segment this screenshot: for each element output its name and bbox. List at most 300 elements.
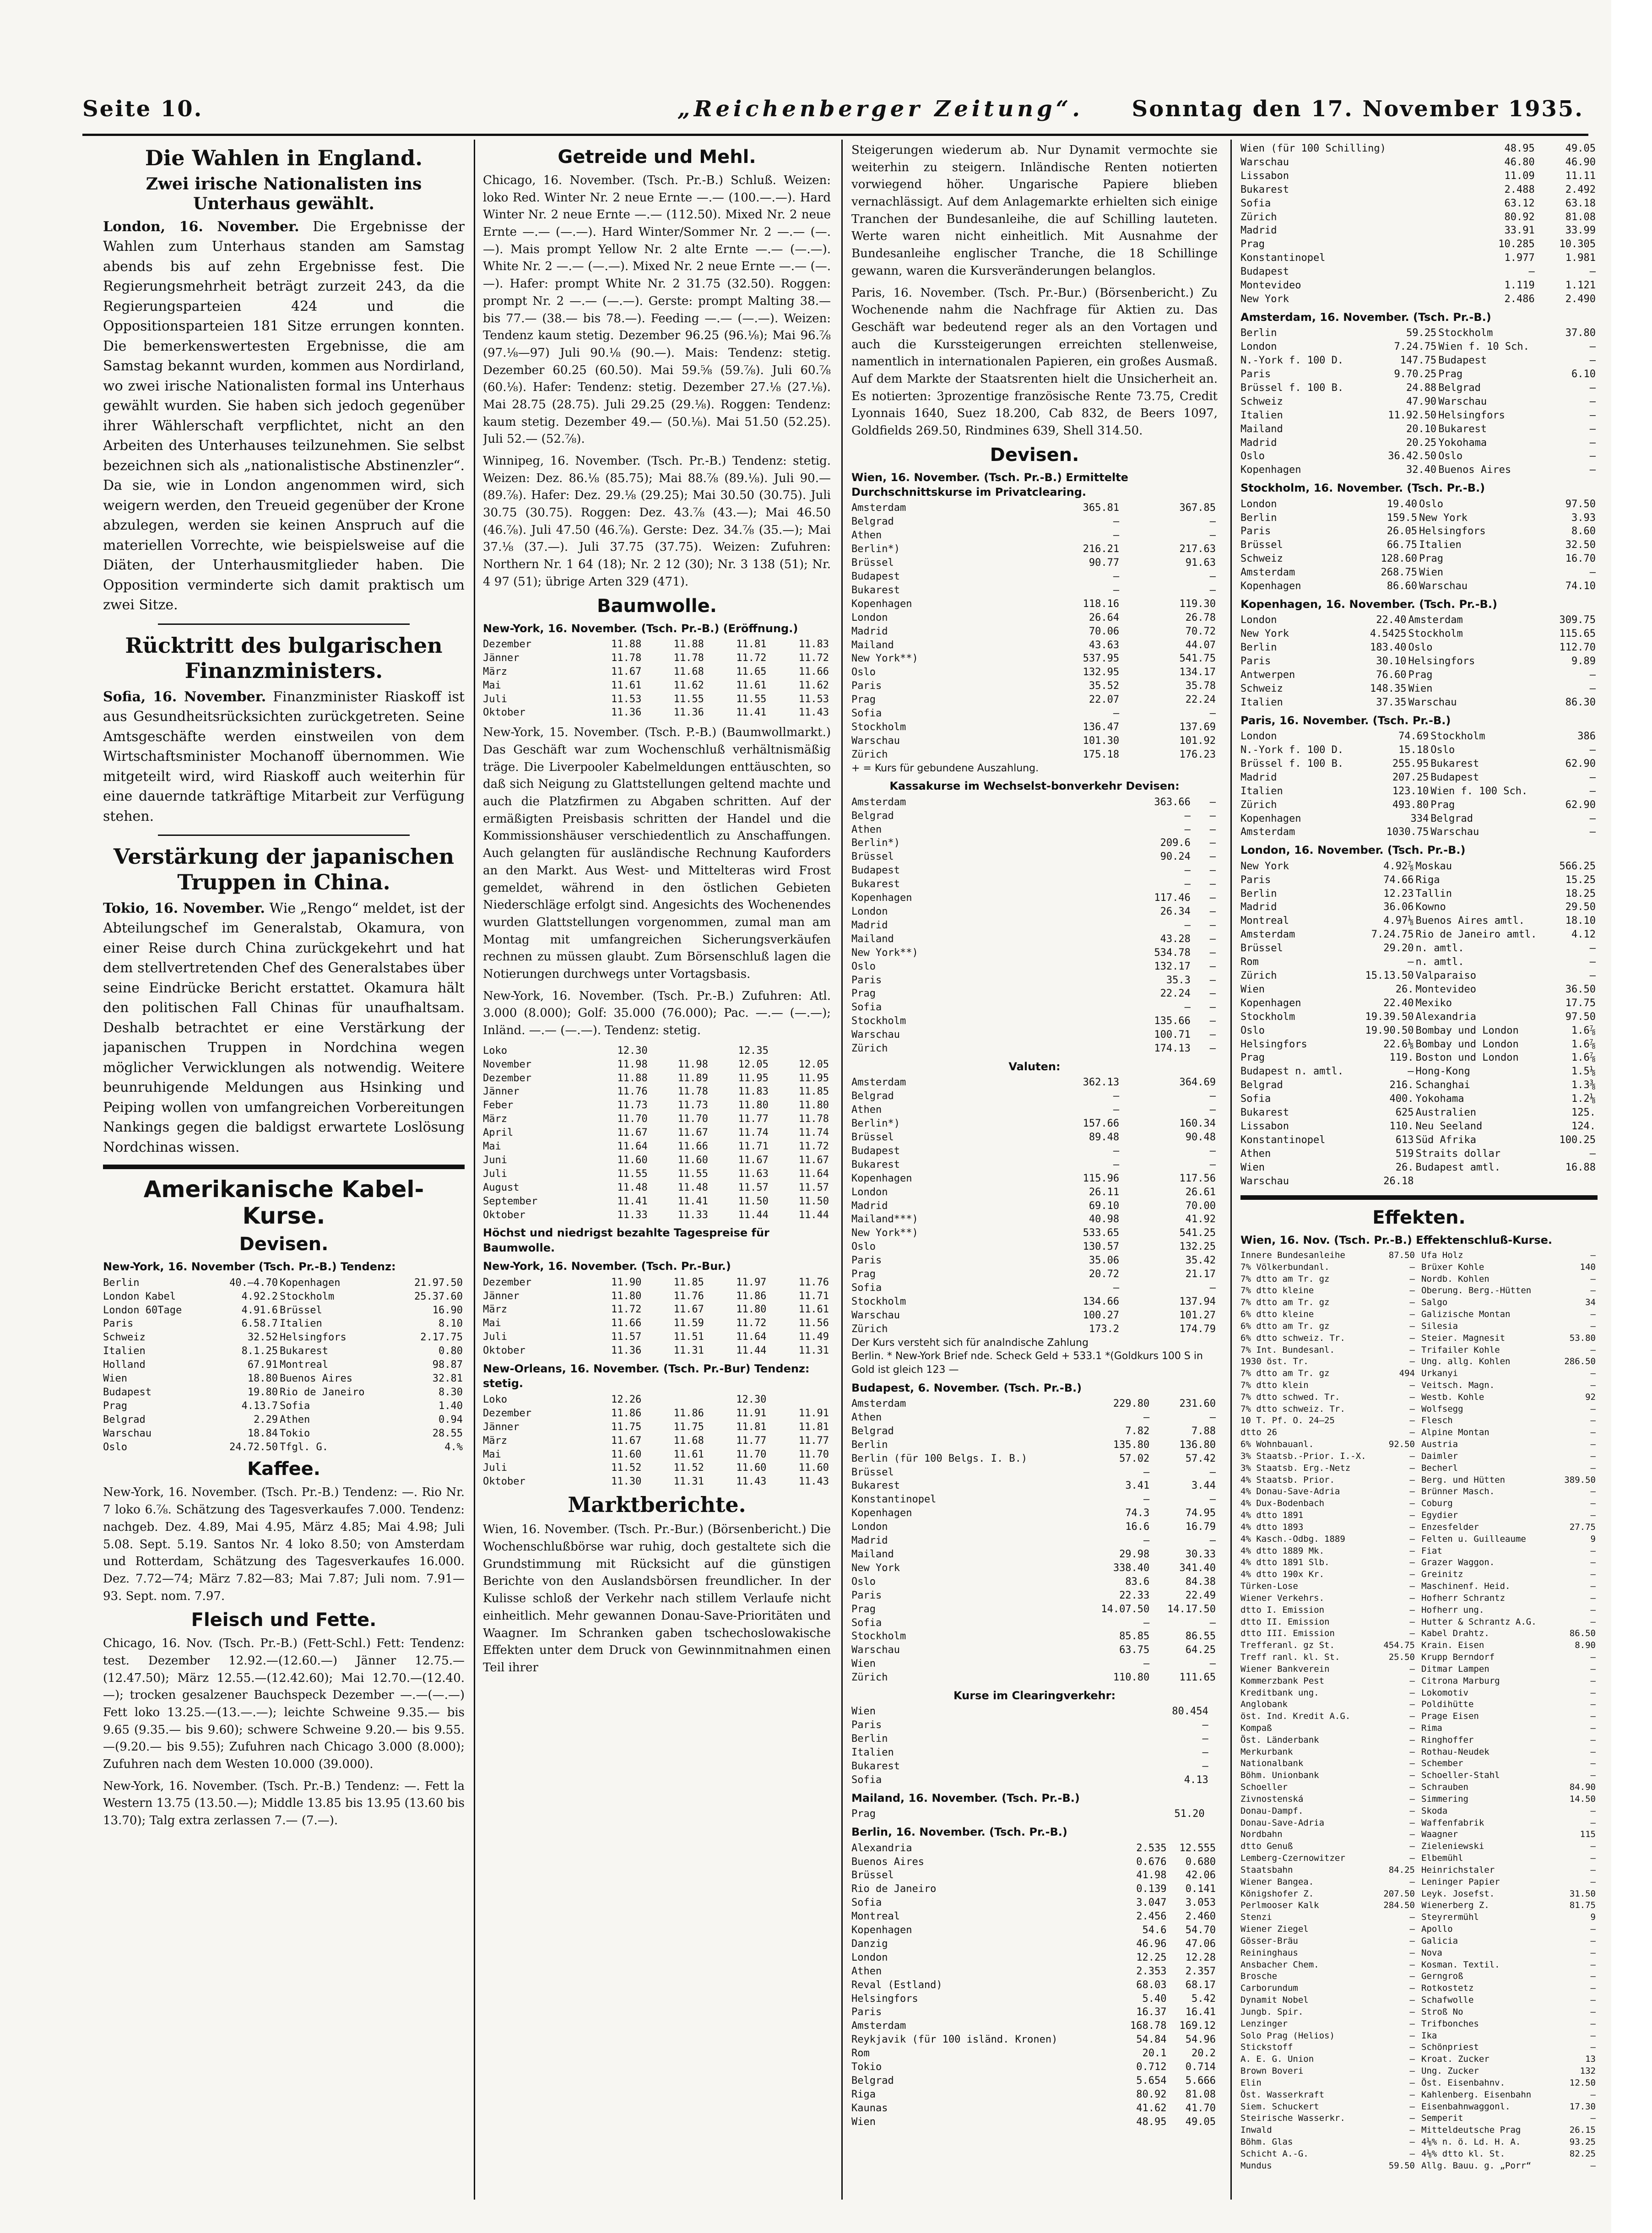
report-text: Winnipeg, 16. November. (Tsch. Pr.-B.) Tendenz: stetig. Weizen: Dez. 86.⅛ (85.75); Mai 88.⅞ (89.⅛). Juli 90.— (89.⅞). Hafer: Dez. 29.⅛ (29.25); Mai 30.50 (30.75). Juli 30.75 (30.75). Roggen: Dez. 43.⅞ (43.—); Mai 46.50 (46.⅞). Juli 47.50 (46.⅞). Gerste: Dez. 34.⅞ (35.—); Mai 37.⅛ (37.—). Juli 37.75 (37.75). Weizen: Zufuhren: Northern Nr. 1 64 (18); Nr. 2 12 (30); Nr. 3 138 (51); Nr. 4 97 (51); übrige Arten 329 (471). xyxy=(483,454,831,589)
table-cell: — xyxy=(1209,1535,1216,1547)
table-row xyxy=(851,1992,1218,2006)
table-cell: 62.90 xyxy=(1565,758,1596,770)
clearing-table xyxy=(851,1705,1218,1787)
table-cell: 11.80 xyxy=(736,1304,767,1316)
table-cell: 29.50 xyxy=(1565,901,1596,913)
table-cell: — xyxy=(1409,1995,1415,2005)
table-cell: Konstantinopel xyxy=(1240,1134,1326,1146)
table-cell: Trefferanl. gz St. xyxy=(1240,1640,1335,1651)
table-row xyxy=(851,625,1218,639)
table-cell: 11.53 xyxy=(611,693,642,705)
table-cell: Gösser-Bräu xyxy=(1240,1935,1298,1946)
table-cell: 12.05 xyxy=(798,1058,829,1070)
table-cell: 11.55 xyxy=(673,693,704,705)
table-cell: Amsterdam xyxy=(851,502,906,514)
table-cell: — xyxy=(1409,2101,1415,2112)
table-cell: 40.—4.70 xyxy=(229,1277,278,1289)
table-row xyxy=(851,1978,1218,1992)
table-row xyxy=(1240,1640,1417,1652)
table-row xyxy=(851,1213,1218,1226)
table-row xyxy=(1421,1557,1598,1569)
table-row xyxy=(1240,1758,1417,1770)
table-cell: 110.80 xyxy=(1113,1672,1150,1684)
table-row xyxy=(851,1042,1218,1056)
table-cell: Waagner xyxy=(1421,1829,1458,1840)
table-cell: 18.25 xyxy=(1565,888,1596,900)
table-cell: Bombay und London xyxy=(1415,1024,1519,1036)
table-cell: 11.68 xyxy=(673,1435,704,1447)
table-cell: 11.44 xyxy=(738,1209,769,1221)
table-cell: 117.56 xyxy=(1179,1172,1216,1184)
table-cell: — xyxy=(1409,1912,1415,1923)
table-cell: Warschau xyxy=(1240,156,1289,168)
table-cell: 115.65 xyxy=(1559,628,1596,640)
table-cell: 11.43 xyxy=(798,707,829,719)
table-cell: 209.6 xyxy=(1160,837,1191,849)
table-row xyxy=(483,1420,831,1434)
table-cell: Madrid xyxy=(851,1200,888,1212)
table-cell: Perlmooser Kalk xyxy=(1240,1900,1319,1911)
table-cell: 12.35 xyxy=(738,1045,769,1057)
table-cell: Schafwolle xyxy=(1421,1995,1474,2005)
table-cell: New York**) xyxy=(851,653,918,665)
table-cell: — xyxy=(1409,2042,1415,2053)
table-cell: 11.67 xyxy=(677,1127,708,1139)
table-cell: Mai xyxy=(483,1141,501,1153)
table-cell: Krupp Berndorf xyxy=(1421,1652,1495,1663)
section-title: Devisen. xyxy=(990,444,1079,466)
table-cell: Kommerzbank Pest xyxy=(1240,1675,1325,1686)
table-cell: — xyxy=(1209,960,1216,972)
table-row xyxy=(1240,1593,1417,1604)
header-rule xyxy=(82,134,1588,136)
table-cell: 35.78 xyxy=(1185,680,1216,692)
effekten-table xyxy=(1421,1250,1598,2172)
table-cell: — xyxy=(1202,1719,1208,1731)
table-row xyxy=(1421,1463,1598,1474)
table-cell: Prag xyxy=(103,1400,127,1412)
table-cell: Wiener Verkehrs. xyxy=(1240,1593,1325,1603)
table-cell: 11.88 xyxy=(611,638,642,650)
table-cell: Amsterdam xyxy=(1240,929,1295,941)
table-cell: 69.10 xyxy=(1089,1200,1120,1212)
table-cell: 132.95 xyxy=(1083,667,1120,678)
table-cell: 11.75 xyxy=(673,1421,704,1433)
table-cell: Konstantinopel xyxy=(1240,252,1326,264)
table-cell: 5.40 xyxy=(1142,1993,1167,2005)
table-row xyxy=(103,1290,465,1304)
table-cell: 4.91.6 xyxy=(241,1304,278,1316)
article-text: Wie „Rengo“ meldet, ist der Abteilungschef im Generalstab, Okamura, von einer Reise durch China zurückgekehrt und hat dem stellvertretenden Chef des Generalstabes über seine Eindrücke Bericht erstattet. Okamura hält den politischen Fall Chinas für unaufhaltsam. Deshalb betrachtet er eine Verstärkung der japanischen Truppen in Nordchina wegen möglicher Verwicklungen als notwendig. Weitere beunruhigende Meldungen aus Hsinking und Peiping wollen von umfangreichen Vorbereitungen Nankings gegen die baldigst erwartete Loslösung Nordchinas wissen. xyxy=(103,900,465,1155)
table-row xyxy=(1240,1133,1598,1147)
table-cell: Schönpriest xyxy=(1421,2042,1479,2053)
table-row xyxy=(1240,1628,1417,1640)
table-cell: 11.98 xyxy=(677,1058,708,1070)
table-cell: 82.25 xyxy=(1569,2148,1596,2159)
table-cell: — xyxy=(1209,1159,1216,1171)
table-cell: Madrid xyxy=(851,625,888,637)
table-row xyxy=(1240,812,1598,826)
table-cell: Madrid xyxy=(1240,225,1277,237)
table-cell: 70.72 xyxy=(1185,625,1216,637)
table-cell: 11.86 xyxy=(611,1407,642,1419)
table-cell: Oslo xyxy=(1240,450,1265,462)
table-cell: — xyxy=(1409,1297,1415,1308)
table-cell: Paris xyxy=(1240,656,1271,667)
table-cell: — xyxy=(1409,2077,1415,2088)
table-cell: 159.5 xyxy=(1387,512,1417,524)
table-row xyxy=(1240,1782,1417,1794)
table-cell: 255.95 xyxy=(1392,758,1429,770)
table-cell: — xyxy=(1589,396,1596,407)
table-cell: — xyxy=(1409,1853,1415,1864)
table-cell: 1.6⅞ xyxy=(1571,1052,1596,1064)
table-cell: London xyxy=(851,612,888,623)
table-cell: 11.11 xyxy=(1565,170,1596,182)
table-row xyxy=(1240,2160,1417,2172)
table-row xyxy=(1421,1746,1598,1758)
table-cell: 11.67 xyxy=(673,1304,704,1316)
table-cell: 81.08 xyxy=(1565,211,1596,223)
table-cell: Stockholm xyxy=(280,1290,335,1302)
table-cell: 86.55 xyxy=(1185,1631,1216,1642)
table-row xyxy=(1240,538,1598,552)
table-row xyxy=(851,1965,1218,1978)
table-row xyxy=(1421,1782,1598,1794)
table-cell: — xyxy=(1409,1474,1415,1485)
table-cell: 338.40 xyxy=(1113,1562,1150,1574)
table-row xyxy=(1240,1971,1417,1983)
table-cell: 11.62 xyxy=(673,679,704,691)
table-row xyxy=(1240,955,1598,969)
article-subtitle: Zwei irische Nationalisten ins Unterhaus gewählt. xyxy=(146,174,422,214)
table-cell: — xyxy=(1590,1699,1596,1710)
table-row xyxy=(1421,1498,1598,1510)
table-cell: — xyxy=(1209,796,1216,808)
table-cell: Warschau xyxy=(1419,580,1468,592)
table-cell: 1.121 xyxy=(1565,280,1596,292)
table-cell: 4.% xyxy=(444,1441,463,1453)
table-cell: — xyxy=(1209,708,1216,720)
table-cell: — xyxy=(1209,1411,1216,1423)
table-cell: — xyxy=(1589,970,1596,981)
table-cell: 6% dtto am Tr. gz xyxy=(1240,1321,1330,1331)
table-row xyxy=(1421,1734,1598,1746)
table-cell: — xyxy=(1590,1924,1596,1935)
table-row xyxy=(1240,887,1598,901)
table-cell: 83.6 xyxy=(1125,1576,1150,1588)
table-cell: Schoeller-Stahl xyxy=(1421,1770,1500,1781)
table-cell: Riga xyxy=(1415,874,1440,886)
table-row xyxy=(1240,1010,1598,1024)
table-cell: Australien xyxy=(1415,1107,1476,1119)
table-cell: 7.82 xyxy=(1125,1425,1150,1437)
table-row xyxy=(851,974,1218,987)
table-cell: — xyxy=(1528,266,1535,278)
table-cell: — xyxy=(1209,933,1216,945)
table-cell: — xyxy=(1589,266,1596,278)
table-cell: Paris xyxy=(1240,874,1271,886)
table-cell: 32.50 xyxy=(1565,539,1596,551)
table-cell: Treff ranl. kl. St. xyxy=(1240,1652,1340,1663)
table-cell: — xyxy=(1113,1090,1120,1102)
table-row xyxy=(483,1154,831,1167)
table-cell: — xyxy=(1409,2006,1415,2017)
table-cell: Tallin xyxy=(1415,888,1452,900)
section-title: Kaffee. xyxy=(247,1458,320,1480)
table-row xyxy=(1240,580,1598,593)
table-row xyxy=(483,665,831,679)
table-cell: 22.33 xyxy=(1119,1589,1150,1601)
table-row xyxy=(1240,2125,1417,2136)
table-row xyxy=(851,1520,1218,1534)
table-cell: Silesia xyxy=(1421,1321,1458,1331)
table-cell xyxy=(1210,1773,1218,1787)
table-cell: — xyxy=(1589,956,1596,968)
table-cell: 5.654 xyxy=(1136,2075,1167,2087)
table-cell: Kopenhagen xyxy=(1240,464,1301,476)
table-cell: 364.69 xyxy=(1179,1077,1216,1089)
table-cell: 11.61 xyxy=(673,1448,704,1460)
table-cell: 11.36 xyxy=(673,707,704,719)
table-cell: 64.25 xyxy=(1185,1644,1216,1656)
table-row xyxy=(1240,224,1598,238)
table-row xyxy=(1240,1687,1417,1699)
table-cell: — xyxy=(1409,1746,1415,1757)
table-cell: — xyxy=(1590,1959,1596,1970)
table-row xyxy=(483,693,831,706)
table-row xyxy=(851,1411,1218,1425)
table-cell: Berlin xyxy=(103,1277,140,1289)
table-row xyxy=(851,1001,1218,1014)
table-cell: Helsingfors xyxy=(1408,656,1475,667)
table-cell: 41.98 xyxy=(1136,1870,1167,1881)
table-cell: Wien xyxy=(851,2116,876,2128)
table-cell: 4.5425 xyxy=(1370,628,1407,640)
table-cell: — xyxy=(1590,1593,1596,1603)
table-cell xyxy=(1210,1746,1218,1760)
table-cell: 86.60 xyxy=(1387,580,1417,592)
table-row xyxy=(851,891,1218,905)
table-row xyxy=(1240,1864,1417,1876)
table-cell: 11.80 xyxy=(798,1100,829,1111)
table-row xyxy=(1240,1498,1417,1510)
table-cell: 12.25 xyxy=(1136,1951,1167,1963)
table-row xyxy=(1240,969,1598,983)
table-cell: 40.98 xyxy=(1089,1214,1120,1225)
table-cell: 13 xyxy=(1585,2054,1596,2065)
table-cell: — xyxy=(1184,1002,1191,1014)
table-cell: 19.80 xyxy=(247,1386,278,1398)
table-cell: — xyxy=(1590,2113,1596,2124)
table-row xyxy=(851,1643,1218,1657)
table-cell: 389.50 xyxy=(1564,1474,1596,1485)
table-cell: — xyxy=(1209,1145,1216,1157)
table-cell: — xyxy=(1590,1309,1596,1320)
table-cell: Bukarest xyxy=(1430,758,1479,770)
table-row xyxy=(1421,1805,1598,1817)
column-4 xyxy=(1240,142,1598,2202)
table-cell: Allg. Bauu. g. „Porr“ xyxy=(1421,2160,1532,2171)
table-row xyxy=(1240,785,1598,798)
table-cell: — xyxy=(1409,1664,1415,1674)
table-row xyxy=(483,1112,831,1126)
table-cell: — xyxy=(1409,1959,1415,1970)
table-heading: Wien, 16. Nov. (Tsch. Pr.-B.) Effektenschluß-Kurse. xyxy=(1240,1234,1552,1247)
table-cell: 101.30 xyxy=(1083,735,1120,747)
table-cell: August xyxy=(483,1182,520,1193)
table-cell: Daimler xyxy=(1421,1451,1458,1461)
table-cell: Mai xyxy=(483,679,501,691)
table-cell: New York xyxy=(1240,860,1289,872)
table-heading: New-York, 16. November. (Tsch. Pr.-Bur.) xyxy=(483,1260,731,1273)
table-cell: 74.69 xyxy=(1398,731,1429,743)
table-cell: 207.50 xyxy=(1383,1888,1415,1899)
table-cell: — xyxy=(1408,1066,1414,1078)
table-cell: 36.42.50 xyxy=(1388,450,1437,462)
table-cell: 24.72.50 xyxy=(229,1441,278,1453)
table-cell: — xyxy=(1113,530,1120,542)
table-cell: Kopenhagen xyxy=(1240,580,1301,592)
table-cell: 32.52 xyxy=(247,1332,278,1344)
table-row xyxy=(851,1103,1218,1117)
table-cell: Kowno xyxy=(1415,901,1446,913)
table-row xyxy=(1421,1486,1598,1498)
table-cell: — xyxy=(1409,1498,1415,1509)
table-heading: Berlin, 16. November. (Tsch. Pr.-B.) xyxy=(851,1826,1067,1839)
table-cell: 68.17 xyxy=(1185,1979,1216,1991)
table-cell: — xyxy=(1143,1411,1150,1423)
table-row xyxy=(1421,1947,1598,1959)
table-cell: — xyxy=(1590,2030,1596,2041)
table-cell: 11.86 xyxy=(673,1407,704,1419)
table-heading: Valuten: xyxy=(1008,1060,1061,1073)
table-row xyxy=(851,1199,1218,1213)
table-cell: 11.85 xyxy=(798,1086,829,1098)
table-row xyxy=(1240,1900,1417,1912)
table-cell: Zürich xyxy=(851,1672,888,1684)
table-row xyxy=(1421,1652,1598,1664)
table-cell: 533.65 xyxy=(1083,1227,1120,1239)
table-cell: — xyxy=(1209,824,1216,835)
table-row xyxy=(1240,142,1598,156)
table-cell: Madrid xyxy=(1240,771,1277,783)
table-cell: Montevideo xyxy=(1240,280,1301,292)
table-cell xyxy=(1210,1718,1218,1732)
table-cell: Buenos Aires amtl. xyxy=(1415,915,1525,927)
table-cell: 11.41 xyxy=(736,707,767,719)
table-row xyxy=(1240,1321,1417,1333)
table-row xyxy=(1240,381,1598,395)
table-cell: 169.12 xyxy=(1179,2020,1216,2032)
table-row xyxy=(851,584,1218,597)
table-cell: 97.50 xyxy=(1565,1011,1596,1023)
table-row xyxy=(851,639,1218,652)
table-cell: 11.70 xyxy=(677,1113,708,1125)
table-cell xyxy=(1416,1175,1555,1188)
table-cell: — xyxy=(1589,943,1596,954)
table-cell: Egydier xyxy=(1421,1510,1458,1521)
table-cell: 3% Staatsb.-Prior. I.-X. xyxy=(1240,1451,1366,1461)
table-cell: 2.535 xyxy=(1136,1842,1167,1854)
table-row xyxy=(103,1413,465,1427)
table-cell: Athen xyxy=(851,824,882,835)
table-cell: — xyxy=(1202,1747,1208,1759)
table-row xyxy=(1240,682,1598,696)
table-cell: — xyxy=(1209,1043,1216,1055)
table-cell: Kahlenberg. Eisenbahn xyxy=(1421,2089,1532,2100)
table-cell: Italien xyxy=(280,1318,322,1330)
table-cell: — xyxy=(1409,1782,1415,1793)
table-cell: — xyxy=(1590,2160,1596,2171)
table-row xyxy=(851,1951,1218,1965)
table-cell: 566.25 xyxy=(1559,860,1596,872)
table-cell: 11.86 xyxy=(736,1290,767,1302)
table-row xyxy=(1240,1274,1417,1285)
table-cell: 21.97.50 xyxy=(414,1277,463,1289)
table-row xyxy=(1240,525,1598,538)
table-cell: 493.80 xyxy=(1392,799,1429,811)
table-cell: 284.50 xyxy=(1383,1900,1415,1911)
table-cell: — xyxy=(1409,1309,1415,1320)
table-cell: 11.61 xyxy=(798,1304,829,1316)
table-cell: 27.75 xyxy=(1569,1522,1596,1532)
table-cell: 11.95 xyxy=(738,1072,769,1084)
table-row xyxy=(1240,627,1598,641)
table-cell: Oslo xyxy=(1408,642,1433,654)
table-cell: Schweiz xyxy=(1240,553,1283,565)
table-cell: Mundus xyxy=(1240,2160,1272,2171)
column-rule xyxy=(474,140,475,2200)
table-cell: Salgo xyxy=(1421,1297,1448,1308)
table-cell: Prag xyxy=(1430,799,1455,811)
table-cell: Bukarest xyxy=(851,584,900,596)
table-cell: Wien xyxy=(851,1706,876,1718)
table-cell: — xyxy=(1184,865,1191,877)
table-cell: Mailand xyxy=(1240,423,1283,435)
table-row xyxy=(851,946,1218,960)
scan-margin xyxy=(1611,0,1652,2233)
table-cell: — xyxy=(1409,1628,1415,1639)
table-cell: — xyxy=(1590,1427,1596,1438)
table-row xyxy=(1421,1640,1598,1652)
table-cell: — xyxy=(1184,810,1191,822)
table-cell: 42.06 xyxy=(1185,1870,1216,1881)
table-cell: Madrid xyxy=(851,1535,888,1547)
table-cell: 22.40 xyxy=(1376,614,1407,626)
table-row xyxy=(1421,1699,1598,1711)
table-cell: Budapest xyxy=(851,1145,900,1157)
table-cell: 8.1.25 xyxy=(241,1345,278,1357)
table-cell: — xyxy=(1209,988,1216,1000)
table-cell: 90.77 xyxy=(1089,557,1120,569)
table-cell: 11.72 xyxy=(611,1304,642,1316)
table-cell xyxy=(1210,1732,1218,1746)
table-cell: Kopenhagen xyxy=(851,1924,912,1936)
table-cell: — xyxy=(1589,785,1596,797)
table-cell: 0.94 xyxy=(439,1414,463,1425)
table-cell: — xyxy=(1590,1451,1596,1461)
table-cell: 33.99 xyxy=(1565,225,1596,237)
table-cell: 2.29 xyxy=(254,1414,278,1425)
table-cell: 74.95 xyxy=(1185,1507,1216,1519)
table-cell: — xyxy=(1589,464,1596,476)
table-cell: Oslo xyxy=(1438,450,1463,462)
table-cell: 16.6 xyxy=(1125,1521,1150,1533)
issue-date: Sonntag den 17. November 1935. xyxy=(1132,96,1584,122)
table-heading: London, 16. November. (Tsch. Pr.-B.) xyxy=(1240,844,1466,857)
table-cell: 4% Dux-Bodenbach xyxy=(1240,1498,1325,1509)
